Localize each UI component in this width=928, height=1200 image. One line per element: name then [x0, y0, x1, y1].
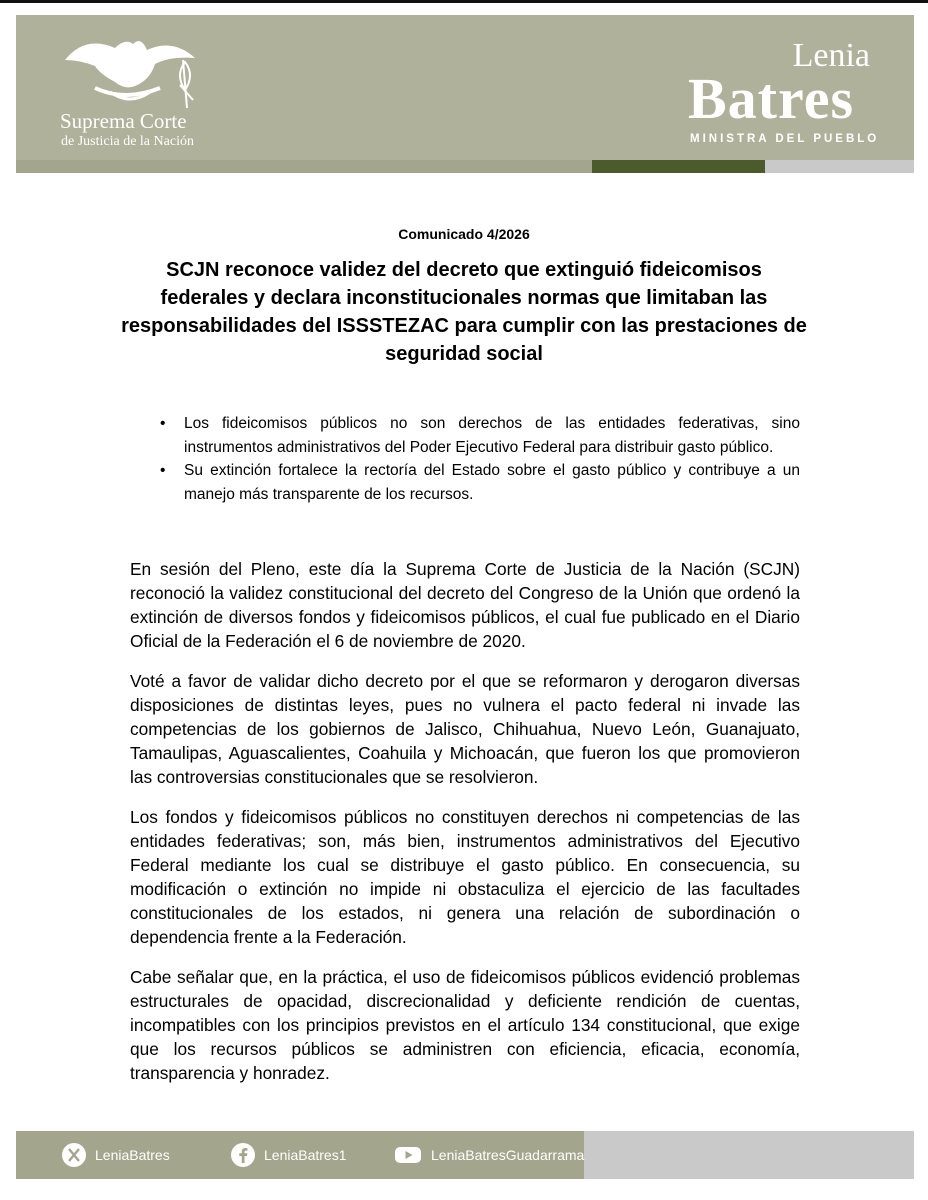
body-paragraph: Cabe señalar que, en la práctica, el uso de fideicomisos públicos evidenció problemas estructurales de opacidad, discrecionalidad y deficiente rendición de cuentas, incompatibles con los principios previstos en el artículo 134 constitucional, que exige que los recursos públicos se administren con eficiencia, eficacia, economía, transparencia y honradez. — [130, 967, 800, 1083]
scjn-logo — [40, 30, 230, 155]
footer-gray-strip — [584, 1131, 914, 1179]
body-paragraph: Los fondos y fideicomisos públicos no constituyen derechos ni competencias de las entidades federativas; son, más bien, instrumentos administrativos del Ejecutivo Federal mediante los cual se distribuye el gasto público. En consecuencia, su modificación o extinción no impide ni obstaculiza el ejercicio de las facultades constitucionales de los estados, ni genera una relación de subordinación o dependencia frente a la Federación. — [130, 807, 800, 947]
social-footer — [16, 1131, 914, 1179]
facebook-social-link[interactable] — [231, 1143, 347, 1167]
scjn-name: Suprema Corte — [60, 109, 187, 133]
bullet-item — [160, 412, 800, 459]
youtube-icon — [394, 1143, 422, 1167]
x-social-link[interactable] — [62, 1143, 170, 1167]
body-text — [130, 557, 800, 1101]
x-icon — [62, 1143, 86, 1167]
bullet-text: Su extinción fortalece la rectoría del Estado sobre el gasto público y contribuye a un manejo más transparente de los recursos. — [184, 462, 800, 503]
summary-bullets — [160, 412, 800, 506]
youtube-handle: LeniaBatresGuadarrama — [431, 1147, 585, 1163]
x-handle: LeniaBatres — [95, 1147, 170, 1163]
minister-logo — [680, 38, 880, 158]
minister-first-name: Lenia — [792, 37, 870, 74]
bullet-item — [160, 459, 800, 506]
body-paragraph: Voté a favor de validar dicho decreto por el que se reformaron y derogaron diversas disposiciones de distintas leyes, pues no vulnera el pacto federal ni invade las competencias de los gobiernos de Jalisco, Chihuahua, Nuevo León, Guanajuato, Tamaulipas, Aguascalientes, Coahuila y Michoacán, que fueron los que promovieron las controversias constitucionales que se resolvieron. — [130, 671, 800, 787]
bullet-text: Los fideicomisos públicos no son derechos de las entidades federativas, sino instrumentos administrativos del Poder Ejecutivo Federal para distribuir gasto público. — [184, 415, 800, 456]
eagle-emblem-icon — [55, 30, 205, 110]
bullet-dot-icon: • — [160, 462, 166, 479]
comunicado-number: Comunicado 4/2026 — [398, 226, 530, 242]
minister-title: MINISTRA DEL PUEBLO — [690, 133, 880, 145]
facebook-icon — [231, 1143, 255, 1167]
top-border — [0, 0, 928, 3]
stripe-dark — [592, 160, 765, 173]
body-paragraph: En sesión del Pleno, este día la Suprema Corte de Justicia de la Nación (SCJN) reconoció la validez constitucional del decreto del Congreso de la Unión que ordenó la extinción de diversos fondos y fideicomisos públicos, el cual fue publicado en el Diario Oficial de la Federación el 6 de noviembre de 2020. — [130, 559, 800, 651]
press-headline: SCJN reconoce validez del decreto que extinguió fideicomisos federales y declara inconstitucionales normas que limitaban las responsabilidades del ISSSTEZAC para cumplir con las prestaciones de seguridad social — [121, 259, 807, 365]
stripe-gray — [765, 160, 914, 173]
header-stripe — [16, 160, 914, 173]
scjn-subtitle: de Justicia de la Nación — [61, 134, 194, 149]
minister-last-name: Batres — [688, 66, 855, 131]
letterhead-banner — [16, 15, 914, 173]
bullet-dot-icon: • — [160, 415, 166, 432]
stripe-olive — [16, 160, 592, 173]
facebook-handle: LeniaBatres1 — [264, 1147, 347, 1163]
youtube-social-link[interactable] — [394, 1143, 584, 1167]
